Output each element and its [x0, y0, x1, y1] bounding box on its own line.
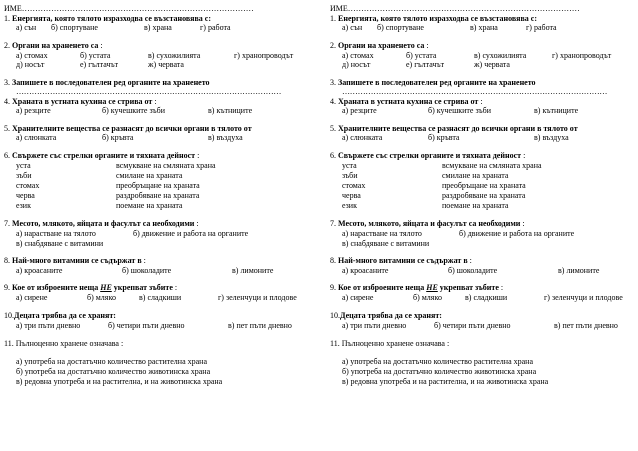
- q6-organ-3: стомах: [16, 181, 40, 190]
- q5-option-a: а) слюнката: [16, 133, 57, 142]
- q6-activity-4: раздробяване на храната: [442, 191, 526, 200]
- q4-option-c: в) кътниците: [208, 106, 253, 115]
- q4-option-b: б) кучешките зъби: [428, 106, 491, 115]
- q2-option-c: в) сухожилията: [474, 51, 527, 60]
- q5-option-c: в) въздуха: [534, 133, 569, 142]
- q6-activity-3: преобръщане на храната: [442, 181, 526, 190]
- q5-option-b: б) кръвта: [428, 133, 460, 142]
- question-9: 9. Кое от изброените неща НЕ укрепват зъбите :: [330, 283, 504, 292]
- q2-option-f: е) гълтачът: [80, 60, 119, 69]
- question-8: 8. Най-много витамини се съдържат в :: [330, 256, 472, 265]
- q6-activity-2: смилане на храната: [116, 171, 183, 180]
- q1-option-b: б) спортуване: [51, 23, 98, 32]
- q2-option-c: в) сухожилията: [148, 51, 201, 60]
- q6-activity-5: поемане на храната: [442, 201, 509, 210]
- q8-option-c: в) лимоните: [232, 266, 274, 275]
- question-11: 11. Пълноценно хранене означава :: [4, 339, 124, 348]
- question-2: 2. Органи на храненето са :: [4, 41, 103, 50]
- q7-option-c: в) снабдяване с витамини: [342, 239, 430, 248]
- q1-option-a: а) сън: [16, 23, 37, 32]
- q2-option-a: а) стомах: [16, 51, 48, 60]
- q10-option-a: а) три пъти дневно: [16, 321, 81, 330]
- question-5: 5. Хранителните вещества се разнасят до всички органи в тялото от: [330, 124, 578, 133]
- q11-option-a: а) употреба на достатъчно количество растителна храна: [16, 357, 208, 366]
- q4-option-a: а) резците: [16, 106, 51, 115]
- q3-answer-line: …………………………………………………………………………………………: [342, 87, 608, 96]
- q2-option-g: ж) червата: [148, 60, 184, 69]
- question-10: 10.Децата трябва да се хранят:: [4, 311, 116, 320]
- q9-option-a: а) сирене: [16, 293, 48, 302]
- q9-option-d: г) зеленчуци и плодове: [218, 293, 297, 302]
- q1-option-d: г) работа: [526, 23, 557, 32]
- q1-option-c: в) храна: [470, 23, 498, 32]
- question-11: 11. Пълноценно хранене означава :: [330, 339, 450, 348]
- q6-activity-5: поемане на храната: [116, 201, 183, 210]
- question-7: 7. Месото, млякото, яйцата и фасулът са необходими :: [4, 219, 199, 228]
- question-3: 3. Запишете в последователен ред органите на храненето: [330, 78, 536, 87]
- q8-option-a: а) кроасаните: [342, 266, 389, 275]
- q5-option-c: в) въздуха: [208, 133, 243, 142]
- q8-option-a: а) кроасаните: [16, 266, 63, 275]
- question-4: 4. Храната в устната кухина се стрива от :: [330, 97, 483, 106]
- question-6: 6. Свържете със стрелки органите и тяхната дейност :: [330, 151, 526, 160]
- q7-option-c: в) снабдяване с витамини: [16, 239, 104, 248]
- q6-organ-5: език: [16, 201, 31, 210]
- q4-option-c: в) кътниците: [534, 106, 579, 115]
- q7-option-b: б) движение и работа на органите: [459, 229, 575, 238]
- q2-option-g: ж) червата: [474, 60, 510, 69]
- q1-option-b: б) спортуване: [377, 23, 424, 32]
- q11-option-c: в) редовна употреба и на растителна, и на животинска храна: [16, 377, 223, 386]
- question-1: 1. Енергията, която тялото изразходва се възстановява с:: [330, 14, 537, 23]
- question-7: 7. Месото, млякото, яйцата и фасулът са необходими :: [330, 219, 525, 228]
- q6-activity-3: преобръщане на храната: [116, 181, 200, 190]
- q6-organ-2: зъби: [16, 171, 32, 180]
- question-3: 3. Запишете в последователен ред органите на храненето: [4, 78, 210, 87]
- q2-option-b: б) устата: [406, 51, 437, 60]
- q11-option-b: б) употреба на достатъчно количество животинска храна: [342, 367, 537, 376]
- q10-option-c: в) пет пъти дневно: [228, 321, 292, 330]
- question-2: 2. Органи на храненето са :: [330, 41, 429, 50]
- q6-activity-1: всмукване на смляната храна: [442, 161, 542, 170]
- question-8: 8. Най-много витамини се съдържат в :: [4, 256, 146, 265]
- q2-option-e: д) носът: [16, 60, 45, 69]
- test-column-right: [330, 0, 634, 451]
- q10-option-b: б) четири пъти дневно: [434, 321, 511, 330]
- q2-option-a: а) стомах: [342, 51, 374, 60]
- q7-option-a: а) нарастване на тялото: [342, 229, 422, 238]
- q6-activity-2: смилане на храната: [442, 171, 509, 180]
- q2-option-d: г) хранопроводът: [552, 51, 612, 60]
- q9-option-a: а) сирене: [342, 293, 374, 302]
- q2-option-b: б) устата: [80, 51, 111, 60]
- q9-option-c: в) сладкиши: [465, 293, 508, 302]
- q8-option-b: б) шоколадите: [448, 266, 498, 275]
- q6-organ-4: черва: [342, 191, 361, 200]
- question-10: 10.Децата трябва да се хранят:: [330, 311, 442, 320]
- q1-option-d: г) работа: [200, 23, 231, 32]
- q9-option-b: б) мляко: [413, 293, 442, 302]
- q6-organ-4: черва: [16, 191, 35, 200]
- q9-option-c: в) сладкиши: [139, 293, 182, 302]
- name-line: ИМЕ……………………………………………………………………………: [330, 4, 580, 13]
- q8-option-c: в) лимоните: [558, 266, 600, 275]
- q6-organ-1: уста: [342, 161, 357, 170]
- q10-option-b: б) четири пъти дневно: [108, 321, 185, 330]
- q6-organ-5: език: [342, 201, 357, 210]
- q6-organ-1: уста: [16, 161, 31, 170]
- question-6: 6. Свържете със стрелки органите и тяхната дейност :: [4, 151, 200, 160]
- question-9: 9. Кое от изброените неща НЕ укрепват зъбите :: [4, 283, 178, 292]
- q5-option-b: б) кръвта: [102, 133, 134, 142]
- q4-option-a: а) резците: [342, 106, 377, 115]
- q5-option-a: а) слюнката: [342, 133, 383, 142]
- q7-option-a: а) нарастване на тялото: [16, 229, 96, 238]
- q11-option-c: в) редовна употреба и на растителна, и на животинска храна: [342, 377, 549, 386]
- q10-option-a: а) три пъти дневно: [342, 321, 407, 330]
- q2-option-e: д) носът: [342, 60, 371, 69]
- q7-option-b: б) движение и работа на органите: [133, 229, 249, 238]
- q1-option-c: в) храна: [144, 23, 172, 32]
- q6-organ-2: зъби: [342, 171, 358, 180]
- q2-option-d: г) хранопроводът: [234, 51, 294, 60]
- q6-organ-3: стомах: [342, 181, 366, 190]
- name-line: ИМЕ……………………………………………………………………………: [4, 4, 254, 13]
- q11-option-a: а) употреба на достатъчно количество растителна храна: [342, 357, 534, 366]
- q3-answer-line: …………………………………………………………………………………………: [16, 87, 282, 96]
- q11-option-b: б) употреба на достатъчно количество животинска храна: [16, 367, 211, 376]
- q1-option-a: а) сън: [342, 23, 363, 32]
- test-column-left: [4, 0, 308, 451]
- q8-option-b: б) шоколадите: [122, 266, 172, 275]
- q6-activity-1: всмукване на смляната храна: [116, 161, 216, 170]
- question-4: 4. Храната в устната кухина се стрива от :: [4, 97, 157, 106]
- q10-option-c: в) пет пъти дневно: [554, 321, 618, 330]
- q6-activity-4: раздробяване на храната: [116, 191, 200, 200]
- question-5: 5. Хранителните вещества се разнасят до всички органи в тялото от: [4, 124, 252, 133]
- q9-option-d: г) зеленчуци и плодове: [544, 293, 623, 302]
- q2-option-f: е) гълтачът: [406, 60, 445, 69]
- q9-option-b: б) мляко: [87, 293, 116, 302]
- question-1: 1. Енергията, която тялото изразходва се възстановява с:: [4, 14, 211, 23]
- q4-option-b: б) кучешките зъби: [102, 106, 165, 115]
